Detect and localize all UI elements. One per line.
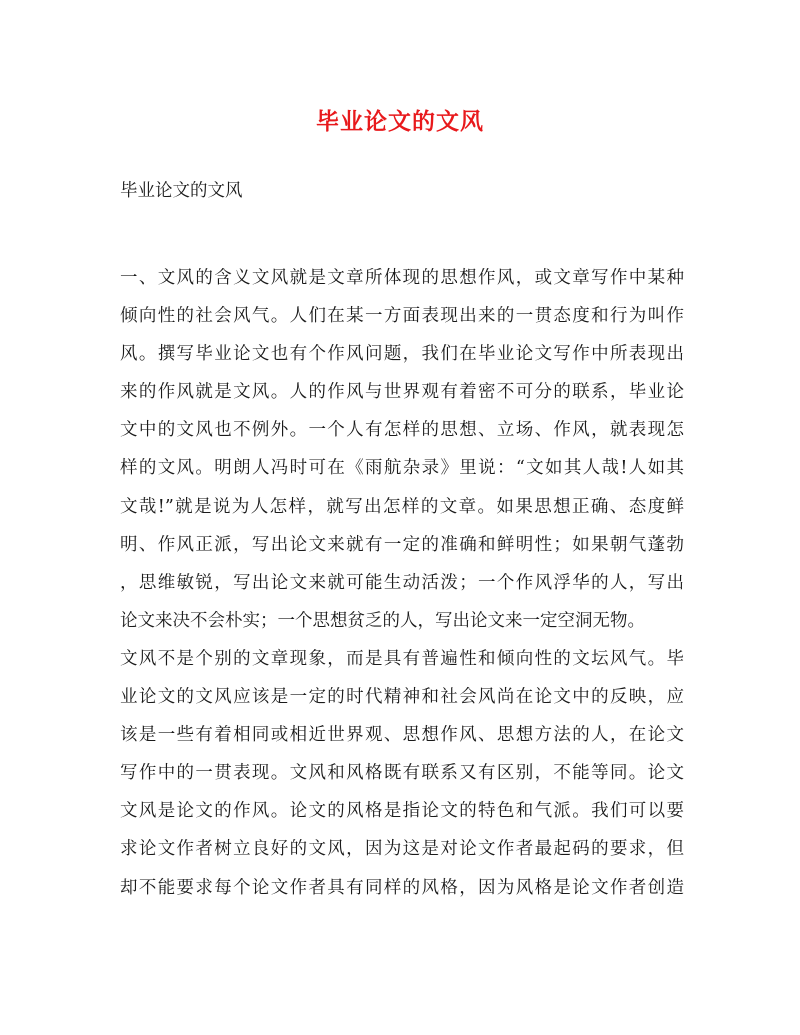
body-line: 该是一些有着相同或相近世界观、思想作风、思想方法的人，在论文: [120, 725, 684, 746]
document-title: 毕业论文的文风: [316, 108, 484, 135]
body-line: 业论文的文风应该是一定的时代精神和社会风尚在论文中的反映，应: [120, 687, 684, 708]
body-line: 文哉!”就是说为人怎样，就写出怎样的文章。如果思想正确、态度鲜: [120, 496, 684, 517]
document-subtitle: 毕业论文的文风: [120, 181, 243, 201]
body-line: 写作中的一贯表现。文风和风格既有联系又有区别，不能等同。论文: [120, 763, 684, 784]
body-line: 倾向性的社会风气。人们在某一方面表现出来的一贯态度和行为叫作: [120, 306, 684, 327]
body-line: 求论文作者树立良好的文风，因为这是对论文作者最起码的要求，但: [120, 839, 684, 860]
body-line: ，思维敏锐，写出论文来就可能生动活泼；一个作风浮华的人，写出: [120, 572, 684, 593]
body-line: 一、文风的含义文风就是文章所体现的思想作风，或文章写作中某种: [120, 268, 684, 288]
body-line: 却不能要求每个论文作者具有同样的风格，因为风格是论文作者创造: [120, 877, 684, 898]
body-line: 文中的文风也不例外。一个人有怎样的思想、立场、作风，就表现怎: [120, 420, 684, 441]
body-line: 文风是论文的作风。论文的风格是指论文的特色和气派。我们可以要: [120, 801, 684, 822]
body-line: 明、作风正派，写出论文来就有一定的准确和鲜明性；如果朝气蓬勃: [120, 534, 684, 555]
body-line: 文风不是个别的文章现象，而是具有普遍性和倾向性的文坛风气。毕: [120, 648, 684, 669]
body-line: 论文来决不会朴实；一个思想贫乏的人，写出论文来一定空洞无物。: [120, 610, 645, 631]
body-line: 来的作风就是文风。人的作风与世界观有着密不可分的联系，毕业论: [120, 382, 684, 403]
body-line: 样的文风。明朗人冯时可在《雨航杂录》里说：“文如其人哉!人如其: [120, 458, 684, 479]
body-text: [120, 261, 684, 909]
body-line: 风。撰写毕业论文也有个作风问题，我们在毕业论文写作中所表现出: [120, 344, 684, 365]
